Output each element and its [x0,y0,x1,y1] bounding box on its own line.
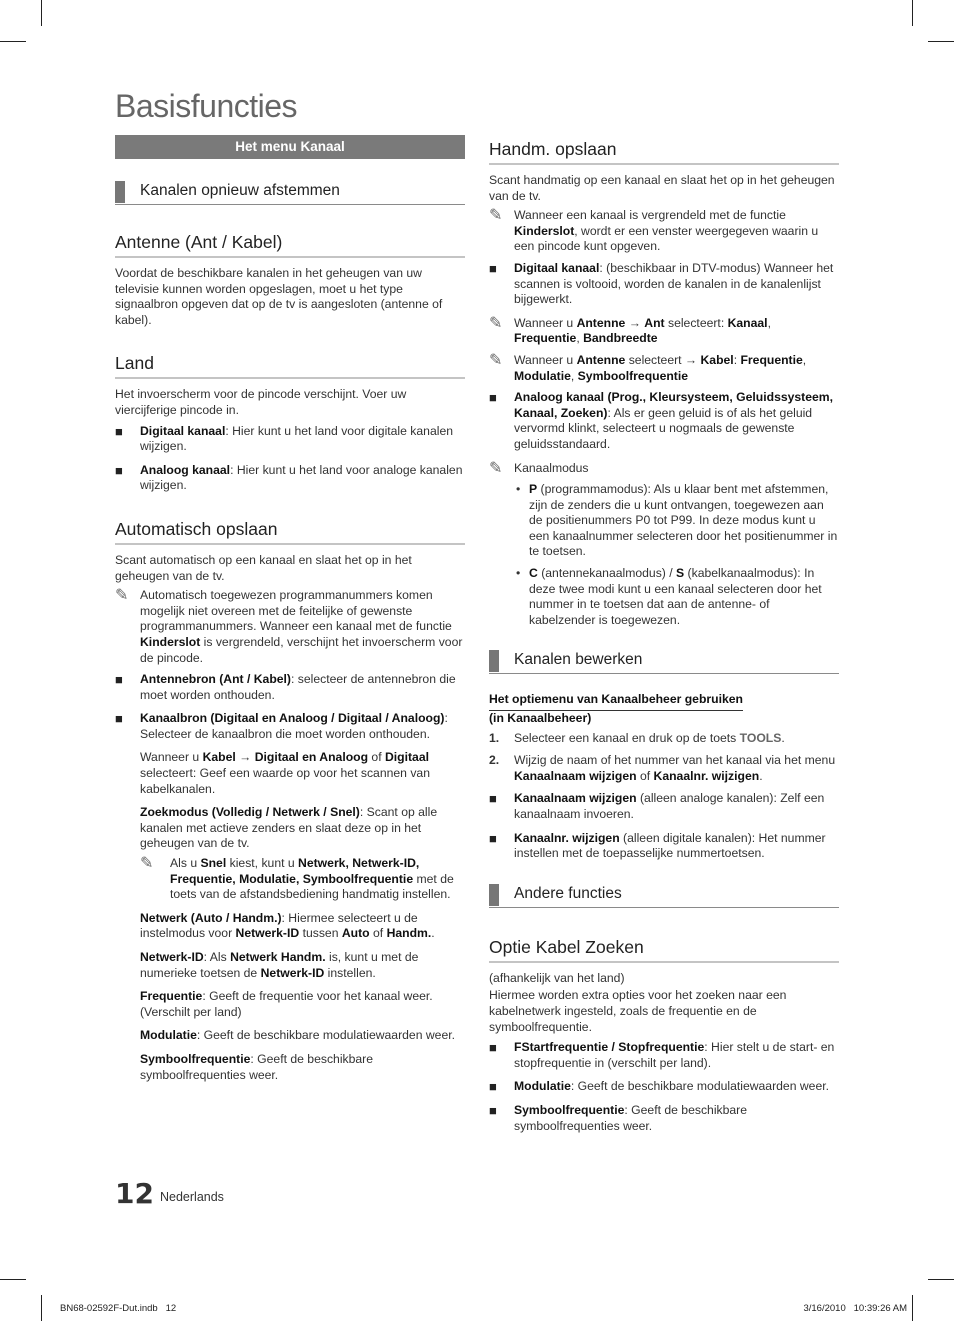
antenne-text: Voordat de beschikbare kanalen in het geheugen van uw televisie kunnen worden opgeslagen, moet u het type signaalbron opgeven dat op de tv is aangesloten (antenne of kabel). [115,266,443,327]
bullet-dot-icon: • [516,566,521,581]
pencil-note-icon: ✎ [489,207,503,225]
square-bullet-icon: ■ [489,1040,497,1056]
list-item: ■ FStartfrequentie / Stopfrequentie: Hier stelt u de start- en stopfrequentie in (verschilt per land). [489,1040,835,1070]
square-bullet-icon: ■ [115,423,123,439]
crop-mark [0,1279,26,1280]
list-item: ■ Antennebron (Ant / Kabel): selecteer de antennebron die moet worden onthouden. [115,672,456,702]
section-title-automatisch-opslaan: Automatisch opslaan [115,518,465,545]
kabel-note: (afhankelijk van het land) [489,970,625,985]
section-title-handm-opslaan: Handm. opslaan [489,138,839,165]
pencil-note-icon: ✎ [115,587,129,605]
optiemenu-subheading: (in Kanaalbeheer) [489,711,592,726]
list-item: ■ Analoog kanaal (Prog., Kleursysteem, Geluidssysteem, Kanaal, Zoeken): Als er geen geluid is of als het geluid vervormd klinkt, selecteert u nogmaals de gewenste geluidsstandaard. [489,390,834,451]
kabel-text: Hiermee worden extra opties voor het zoeken naar een kabelnetwerk ingesteld, zoals de frequentie en de symboolfrequentie. [489,988,787,1034]
kabel-paragraph: Wanneer u Kabel → Digitaal en Analoog of Digitaal selecteert: Geef een waarde op voor het scannen van kabelkanalen. [140,750,430,796]
left-column [115,135,465,1091]
list-item: ■ Digitaal kanaal: (beschikbaar in DTV-modus) Wanneer het scannen is voltooid, worden de kanalen in de kanalenlijst bijgewerkt. [489,260,834,307]
crop-mark [928,41,954,42]
page-title: Basisfuncties [115,88,298,124]
crop-mark [41,0,42,26]
square-bullet-icon: ■ [489,390,497,406]
note: ✎ Wanneer u Antenne → Ant selecteert: Kanaal, Frequentie, Bandbreedte [489,314,771,346]
list-item: ■ Kanaalnaam wijzigen (alleen analoge kanalen): Zelf een kanaalnaam invoeren. [489,791,825,821]
modulatie-paragraph: Modulatie: Geeft de beschikbare modulatiewaarden weer. [140,1028,455,1043]
section-title-antenne: Antenne (Ant / Kabel) [115,231,465,258]
crop-mark [0,41,26,42]
list-item: ■ Kanaalnr. wijzigen (alleen digitale kanalen): Het nummer instellen met de toepasselijke nummertoetsen. [489,830,826,861]
symboolfrequentie-paragraph: Symboolfrequentie: Geeft de beschikbare symboolfrequenties weer. [140,1051,374,1082]
crop-mark [928,1279,954,1280]
square-bullet-icon: ■ [489,830,497,846]
square-bullet-icon: ■ [115,672,123,688]
subheading-andere-functies: Andere functies [489,884,839,908]
section-title-land: Land [115,352,465,379]
list-item: 1. Selecteer een kanaal en druk op de toets TOOLS. [489,730,785,745]
square-bullet-icon: ■ [115,711,123,727]
note: ✎ Automatisch toegewezen programmanummers komen mogelijk niet overeen met de feitelijke of gewenste programmanummers. Wanneer een kanaal met de functie Kinderslot is vergrendeld, verschijnt het invoerscherm voor de pincode. [115,587,463,665]
subheading-kanalen-bewerken: Kanalen bewerken [489,650,839,674]
footer-file: BN68-02592F-Dut.indb 12 [60,1303,177,1314]
handm-text: Scant handmatig op een kanaal en slaat het op in het geheugen van de tv. [489,173,835,203]
square-bullet-icon: ■ [489,1102,497,1118]
footer-date: 3/16/2010 10:39:26 AM [803,1303,907,1314]
zoekmodus-paragraph: Zoekmodus (Volledig / Netwerk / Snel): Scant op alle kanalen met actieve zenders en slaat deze op in het geheugen van de tv. [140,805,438,851]
list-item: ■ Symboolfrequentie: Geeft de beschikbare symboolfrequenties weer. [489,1102,748,1133]
list-item: • C (antennekanaalmodus) / S (kabelkanaalmodus): In deze twee modi kunt u een kanaal selecteren door het nummer in te toetsen dat aan de antenne- of kabelzender is toegewezen. [516,566,822,627]
section-title-optie-kabel-zoeken: Optie Kabel Zoeken [489,936,839,963]
menu-bar-het-menu-kanaal: Het menu Kanaal [115,135,465,159]
crop-mark [41,1295,42,1321]
pencil-note-icon: ✎ [140,855,154,873]
square-bullet-icon: ■ [489,260,497,276]
list-item: ■ Kanaalbron (Digitaal en Analoog / Digitaal / Analoog): Selecteer de kanaalbron die moet worden onthouden. [115,711,448,741]
square-bullet-icon: ■ [489,1079,497,1095]
pencil-note-icon: ✎ [489,351,503,369]
list-item: 2. Wijzig de naam of het nummer van het kanaal via het menu Kanaalnaam wijzigen of Kanaalnr. wijzigen. [489,753,836,783]
optiemenu-heading: Het optiemenu van Kanaalbeheer gebruiken [489,692,839,711]
auto-text: Scant automatisch op een kanaal en slaat het op in het geheugen van de tv. [115,552,412,583]
right-column [489,138,839,1142]
page-language: Nederlands [160,1190,224,1204]
netwerk-id-paragraph: Netwerk-ID: Als Netwerk Handm. is, kunt u met de numerieke toetsen de Netwerk-ID instellen. [140,950,419,980]
subheading-kanalen-opnieuw-afstemmen: Kanalen opnieuw afstemmen [115,181,465,205]
list-item: ■ Analoog kanaal: Hier kunt u het land voor analoge kanalen wijzigen. [115,462,463,493]
list-item: ■ Modulatie: Geeft de beschikbare modulatiewaarden weer. [489,1079,829,1095]
frequentie-paragraph: Frequentie: Geeft de frequentie voor het kanaal weer. (Verschilt per land) [140,989,433,1019]
bullet-dot-icon: • [516,482,521,497]
note: ✎ Als u Snel kiest, kunt u Netwerk, Netwerk-ID, Frequentie, Modulatie, Symboolfrequentie met de toets van de afstandsbediening handmatig instellen. [140,855,454,902]
netwerk-paragraph: Netwerk (Auto / Handm.): Hiermee selecteert u de instelmodus voor Netwerk-ID tussen Auto of Handm.. [140,910,435,941]
list-item: • P (programmamodus): Als u klaar bent met afstemmen, zijn de zenders die u kunt ontvangen, toegewezen aan de positienummers P0 tot P99. In deze modus kunt u een kanaalnummer selecteren door het positienummer in te toetsen. [516,482,838,559]
list-item: ■ Digitaal kanaal: Hier kunt u het land voor digitale kanalen wijzigen. [115,423,454,454]
crop-mark [912,1295,913,1321]
note: ✎ Wanneer een kanaal is vergrendeld met de functie Kinderslot, wordt er een venster weergegeven waarin u een pincode kunt opgeven. [489,207,819,254]
crop-mark [912,0,913,26]
note: ✎ Kanaalmodus [489,459,589,477]
note: ✎ Wanneer u Antenne selecteert → Kabel: Frequentie, Modulatie, Symboolfrequentie [489,351,807,383]
page-number: 12 [115,1177,154,1210]
pencil-note-icon: ✎ [489,314,503,332]
square-bullet-icon: ■ [489,791,497,807]
land-text: Het invoerscherm voor de pincode verschijnt. Voer uw viercijferige pincode in. [115,387,407,417]
pencil-note-icon: ✎ [489,459,503,477]
square-bullet-icon: ■ [115,462,123,478]
